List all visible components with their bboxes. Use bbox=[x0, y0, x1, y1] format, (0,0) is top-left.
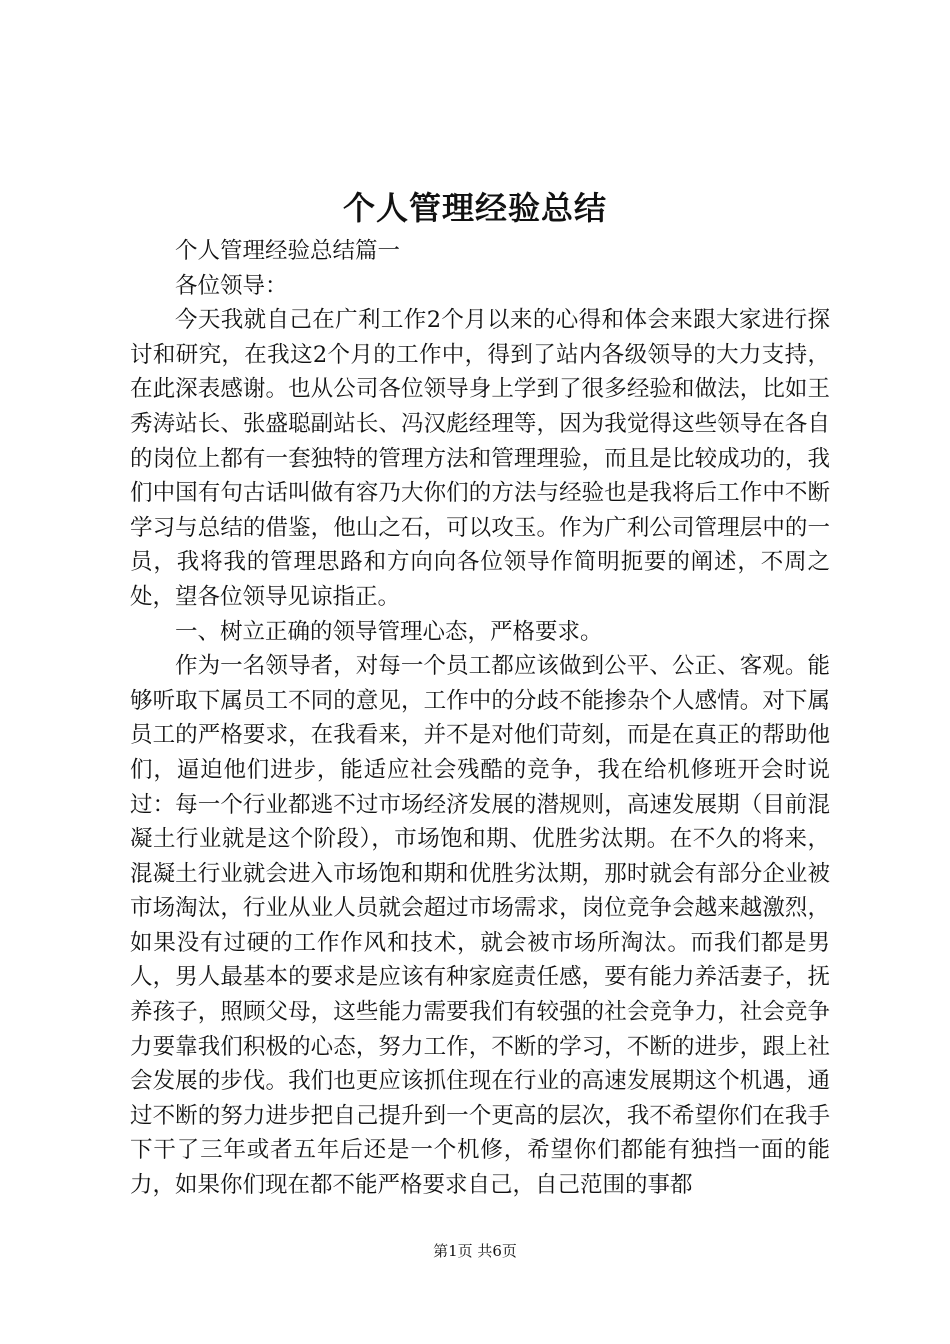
paragraph: 今天我就自己在广利工作2个月以来的心得和体会来跟大家进行探讨和研究，在我这2个月的工作中，得到了站内各级领导的大力支持，在此深表感谢。也从公司各位领导身上学到了很多经验和做法，比如王秀涛站长、张盛聪副站长、冯汉彪经理等，因为我觉得这些领导在各自的岗位上都有一套独特的管理方法和管理理验，而且是比较成功的，我们中国有句古话叫做有容乃大你们的方法与经验也是我将后工作中不断学习与总结的借鉴，他山之石，可以攻玉。作为广利公司管理层中的一员，我将我的管理思路和方向向各位领导作简明扼要的阐述，不周之处，望各位领导见谅指正。 bbox=[130, 307, 830, 610]
section-heading: 个人管理经验总结篇一 bbox=[175, 238, 401, 264]
subsection-heading: 一、树立正确的领导管理心态，严格要求。 bbox=[175, 618, 603, 645]
paragraph: 作为一名领导者，对每一个员工都应该做到公平、公正、客观。能够听取下属员工不同的意见，工作中的分歧不能掺杂个人感情。对下属员工的严格要求，在我看来，并不是对他们苛刻，而是在真正的帮助他们，逼迫他们进步，能适应社会残酷的竞争，我在给机修班开会时说过：每一个行业都逃不过市场经济发展的潜规则，高速发展期（目前混凝土行业就是这个阶段），市场饱和期、优胜劣汰期。在不久的将来，混凝土行业就会进入市场饱和期和优胜劣汰期，那时就会有部分企业被市场淘汰，行业从业人员就会超过市场需求，岗位竞争会越来越激烈，如果没有过硬的工作作风和技术，就会被市场所淘汰。而我们都是男人，男人最基本的要求是应该有种家庭责任感，要有能力养活妻子，抚养孩子，照顾父母，这些能力需要我们有较强的社会竞争力，社会竞争力要靠我们积极的心态，努力工作，不断的学习，不断的进步，跟上社会发展的步伐。我们也更应该抓住现在行业的高速发展期这个机遇，通过不断的努力进步把自己提升到一个更高的层次，我不希望你们在我手下干了三年或者五年后还是一个机修，希望你们都能有独挡一面的能力，如果你们现在都不能严格要求自己，自己范围的事都 bbox=[130, 653, 830, 1199]
salutation: 各位领导： bbox=[175, 272, 288, 299]
document-body bbox=[130, 234, 830, 1203]
page-footer: 第1页 共6页 bbox=[433, 1242, 517, 1260]
page-title: 个人管理经验总结 bbox=[342, 189, 607, 227]
